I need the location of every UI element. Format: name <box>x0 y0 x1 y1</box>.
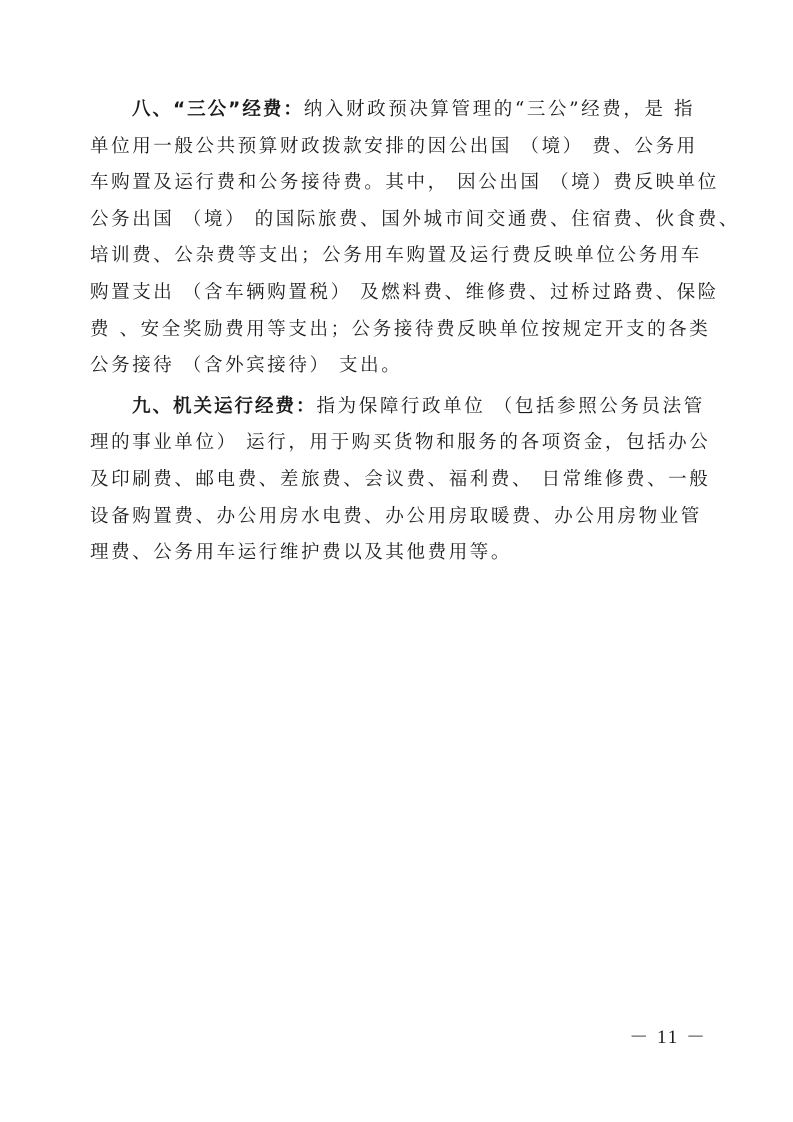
text-line: 设备购置费、办公用房水电费、办公用房取暖费、办公用房物业管 <box>90 505 702 527</box>
text-line: 公务出国 （境） 的国际旅费、国外城市间交通费、住宿费、伙食费、 <box>90 208 740 230</box>
document-body <box>90 92 740 572</box>
text-line: 公务接待 （含外宾接待） 支出。 <box>90 355 403 377</box>
paragraph-section-8 <box>90 92 740 385</box>
text-line: 购置支出 （含车辆购置税） 及燃料费、维修费、过桥过路费、保险 <box>90 281 719 303</box>
text-line <box>90 389 710 426</box>
section-9-heading: 九、机关运行经费： <box>132 395 317 417</box>
paragraph-section-9 <box>90 389 710 572</box>
text-line: 理的事业单位） 运行，用于购买货物和服务的各项资金，包括办公 <box>90 432 711 454</box>
text-line: 单位用一般公共预算财政拨款安排的因公出国 （境） 费、公务用 <box>90 135 698 157</box>
text-line <box>90 92 710 129</box>
page-number: － 11 － <box>629 1027 707 1048</box>
text-line: 理费、公务用车运行维护费以及其他费用等。 <box>90 542 513 564</box>
text-line: 培训费、公杂费等支出；公务用车购置及运行费反映单位公务用车 <box>90 245 702 267</box>
text-segment: 指为保障行政单位 （包括参照公务员法管 <box>316 395 705 417</box>
section-8-heading: 八、“三公”经费： <box>132 99 304 120</box>
text-line: 车购置及运行费和公务接待费。其中， 因公出国 （境）费反映单位 <box>90 172 719 194</box>
text-segment: 纳入财政预决算管理的“三公”经费，是 指 <box>303 99 696 120</box>
text-line: 费 、安全奖励费用等支出；公务接待费反映单位按规定开支的各类 <box>90 318 711 340</box>
text-line: 及印刷费、邮电费、差旅费、会议费、福利费、 日常维修费、一般 <box>90 468 711 490</box>
